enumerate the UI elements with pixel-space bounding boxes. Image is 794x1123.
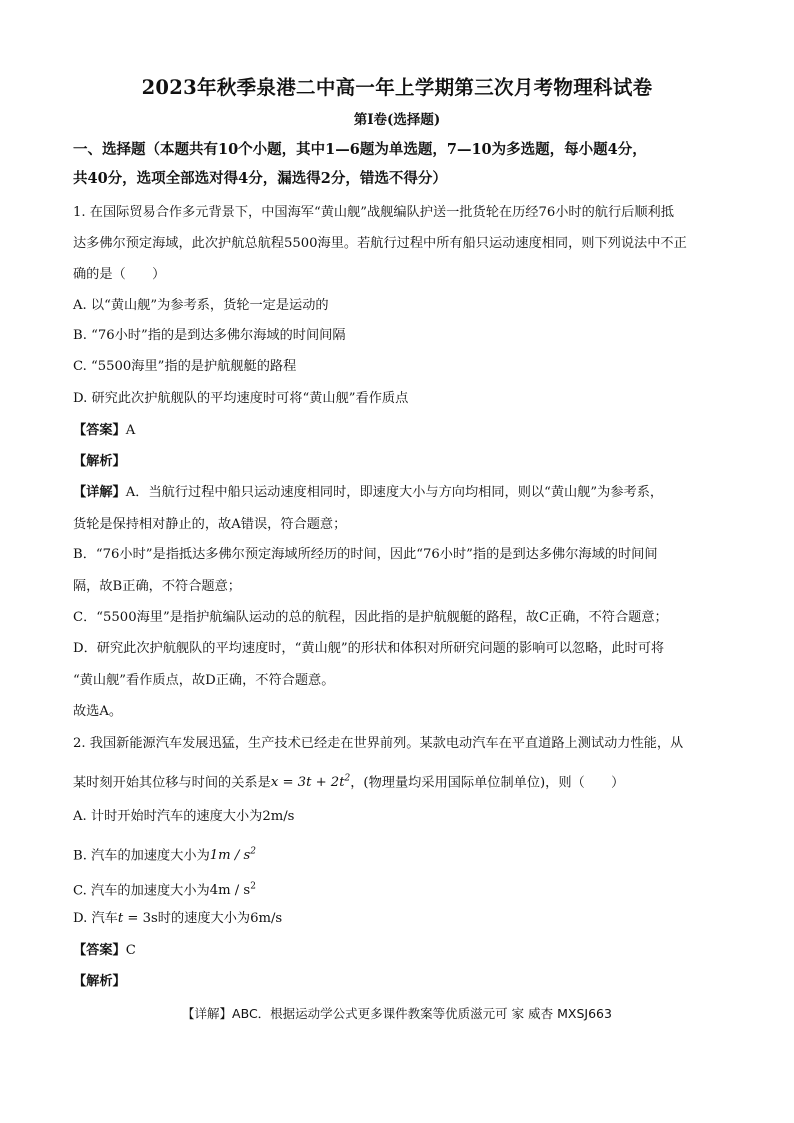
- section-heading-line-1: 一、选择题（本题共有10个小题，其中1—6题为单选题，7—10为多选题，每小题4分，: [73, 141, 647, 158]
- q1-option-b: B. “76小时”指的是到达多佛尔海域的时间间隔: [73, 328, 346, 343]
- page-title: 2023年秋季泉港二中高一年上学期第三次月考物理科试卷: [141, 76, 653, 99]
- q2-analysis-tag: 【解析】: [73, 974, 126, 989]
- q1-detail-line-1: [73, 484, 723, 502]
- q1-detail-line-2: 货轮是保持相对静止的，故A错误，符合题意；: [73, 517, 347, 532]
- q1-option-c: C. “5500海里”指的是护航舰艇的路程: [73, 359, 297, 374]
- detail-tag: 【详解】: [73, 485, 126, 500]
- q2-stem-post: ，(物理量均采用国际单位制单位)，则（ ）: [350, 775, 625, 791]
- q2-option-d-post: = 3s时的速度大小为6m/s: [123, 911, 283, 926]
- answer-value: C: [125, 943, 136, 958]
- answer-value: A: [125, 423, 136, 438]
- q1-detail-line-4: 隔，故B正确，不符合题意；: [73, 579, 241, 594]
- q2-option-b-exponent: 2: [250, 847, 256, 857]
- q1-analysis-tag: 【解析】: [73, 454, 126, 469]
- section-heading-line-2: 共40分，选项全部选对得4分，漏选得2分，错选不得分）: [73, 170, 447, 187]
- answer-tag: 【答案】: [73, 943, 126, 958]
- q2-option-c-text: C. 汽车的加速度大小为: [73, 883, 210, 899]
- detail-text: A．当航行过程中船只运动速度相同时，即速度大小与方向均相同，则以“黄山舰”为参考系，: [125, 485, 664, 500]
- q2-option-c-unit: 4m / s: [209, 883, 251, 899]
- bottom-line: 【详解】ABC．根据运动学公式更多课件教案等优质滋元可 家 威杏 MXSJ663: [182, 1006, 612, 1021]
- q1-option-a: A. 以“黄山舰”为参考系，货轮一定是运动的: [73, 298, 329, 313]
- q1-detail-line-7: “黄山舰”看作质点，故D正确，不符合题意。: [73, 673, 335, 688]
- q2-option-d: [73, 910, 723, 928]
- part-subtitle: 第I卷(选择题): [353, 112, 441, 128]
- q2-stem-line-1: 2. 我国新能源汽车发展迅猛，生产技术已经走在世界前列。某款电动汽车在平直道路上测试动力性能，从: [73, 736, 684, 751]
- q2-option-d-variable: t: [117, 911, 124, 926]
- q1-stem-line-3: 确的是（ ）: [73, 267, 166, 282]
- q1-stem-line-2: 达多佛尔预定海域，此次护航总航程5500海里。若航行过程中所有船只运动速度相同，则下列说法中不正: [73, 236, 687, 251]
- q2-stem-line-2: [73, 770, 723, 792]
- answer-tag: 【答案】: [73, 423, 126, 438]
- q1-detail-line-5: C．“5500海里”是指护航编队运动的总的航程，因此指的是护航舰艇的路程，故C正确，不符合题意；: [73, 610, 668, 625]
- q2-option-c-exponent: 2: [250, 882, 256, 892]
- q2-stem-pre: 某时刻开始其位移与时间的关系是: [73, 775, 271, 791]
- q1-stem-line-1: 1. 在国际贸易合作多元背景下，中国海军“黄山舰”战舰编队护送一批货轮在历经76小时的航行后顺利抵: [73, 205, 674, 220]
- q2-option-c-value: [210, 883, 256, 898]
- q2-option-b-value: [210, 848, 256, 863]
- q1-conclusion: 故选A。: [73, 704, 123, 719]
- q2-option-b-unit: 1m / s: [209, 848, 251, 864]
- q2-option-c: [73, 878, 723, 900]
- q1-answer: [73, 422, 723, 440]
- q1-option-d: D. 研究此次护航舰队的平均速度时可将“黄山舰”看作质点: [73, 391, 409, 406]
- q2-formula: [271, 775, 350, 790]
- q2-option-a: A. 计时开始时汽车的速度大小为2m/s: [73, 809, 295, 824]
- q2-option-d-pre: D. 汽车: [73, 911, 118, 926]
- q2-formula-main: x = 3t + 2t: [270, 775, 345, 791]
- q1-detail-line-6: D．研究此次护航舰队的平均速度时，“黄山舰”的形状和体积对所研究问题的影响可以忽略，此时可将: [73, 641, 665, 656]
- q2-option-b: [73, 843, 723, 865]
- q2-option-b-text: B. 汽车的加速度大小为: [73, 848, 210, 864]
- q1-detail-line-3: B．“76小时”是指抵达多佛尔预定海域所经历的时间，因此“76小时”指的是到达多佛尔海域的时间间: [73, 547, 658, 562]
- q2-formula-exponent: 2: [344, 774, 351, 784]
- q2-answer: [73, 942, 723, 960]
